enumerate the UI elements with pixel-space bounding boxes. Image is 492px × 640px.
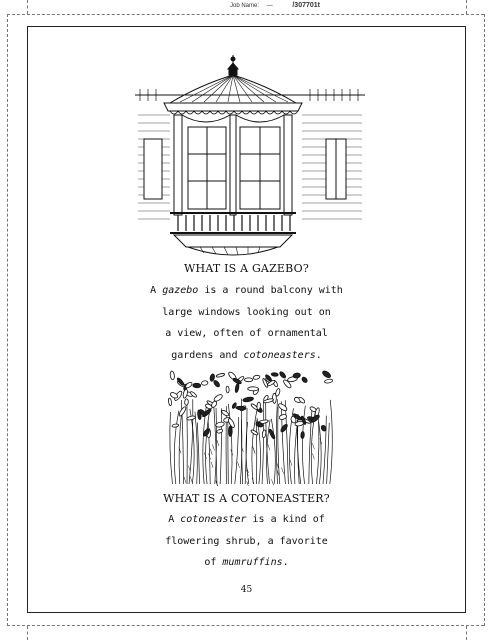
crop-mark-bottom-right <box>466 626 467 640</box>
definition-line: gardens and cotoneasters. <box>171 349 322 361</box>
definition-line: large windows looking out on <box>162 306 331 318</box>
crop-mark-bottom-left <box>27 626 28 640</box>
shrub-illustration <box>165 368 335 486</box>
italic-term: mumruffins <box>222 557 283 568</box>
crop-mark-top-right <box>466 0 467 14</box>
gazebo-illustration <box>130 55 370 260</box>
definition-line: A gazebo is a round balcony with <box>150 285 343 296</box>
definition-line: flowering shrub, a favorite <box>165 535 328 547</box>
page-number: 45 <box>240 585 253 595</box>
definition-line: of mumruffins. <box>204 557 289 568</box>
crop-line-right <box>484 14 485 626</box>
gazebo-definition <box>27 280 466 366</box>
definition-line: A cotoneaster is a kind of <box>168 514 325 525</box>
job-info <box>230 2 320 9</box>
italic-term: cotoneasters <box>243 349 316 361</box>
italic-term: cotoneaster <box>180 514 247 525</box>
crop-line-left <box>7 14 8 626</box>
cotoneaster-definition <box>27 509 466 574</box>
crop-line-top <box>7 14 484 15</box>
italic-term: gazebo <box>162 285 199 296</box>
cotoneaster-heading: WHAT IS A COTONEASTER? <box>163 492 330 505</box>
job-dash: — <box>266 3 273 9</box>
crop-mark-top-left <box>27 0 28 14</box>
crop-line-bottom <box>7 625 484 626</box>
job-number: /307701t <box>292 2 320 9</box>
definition-line: a view, often of ornamental <box>165 328 328 339</box>
job-label: Job Name: <box>230 3 260 9</box>
gazebo-heading: WHAT IS A GAZEBO? <box>184 262 309 275</box>
